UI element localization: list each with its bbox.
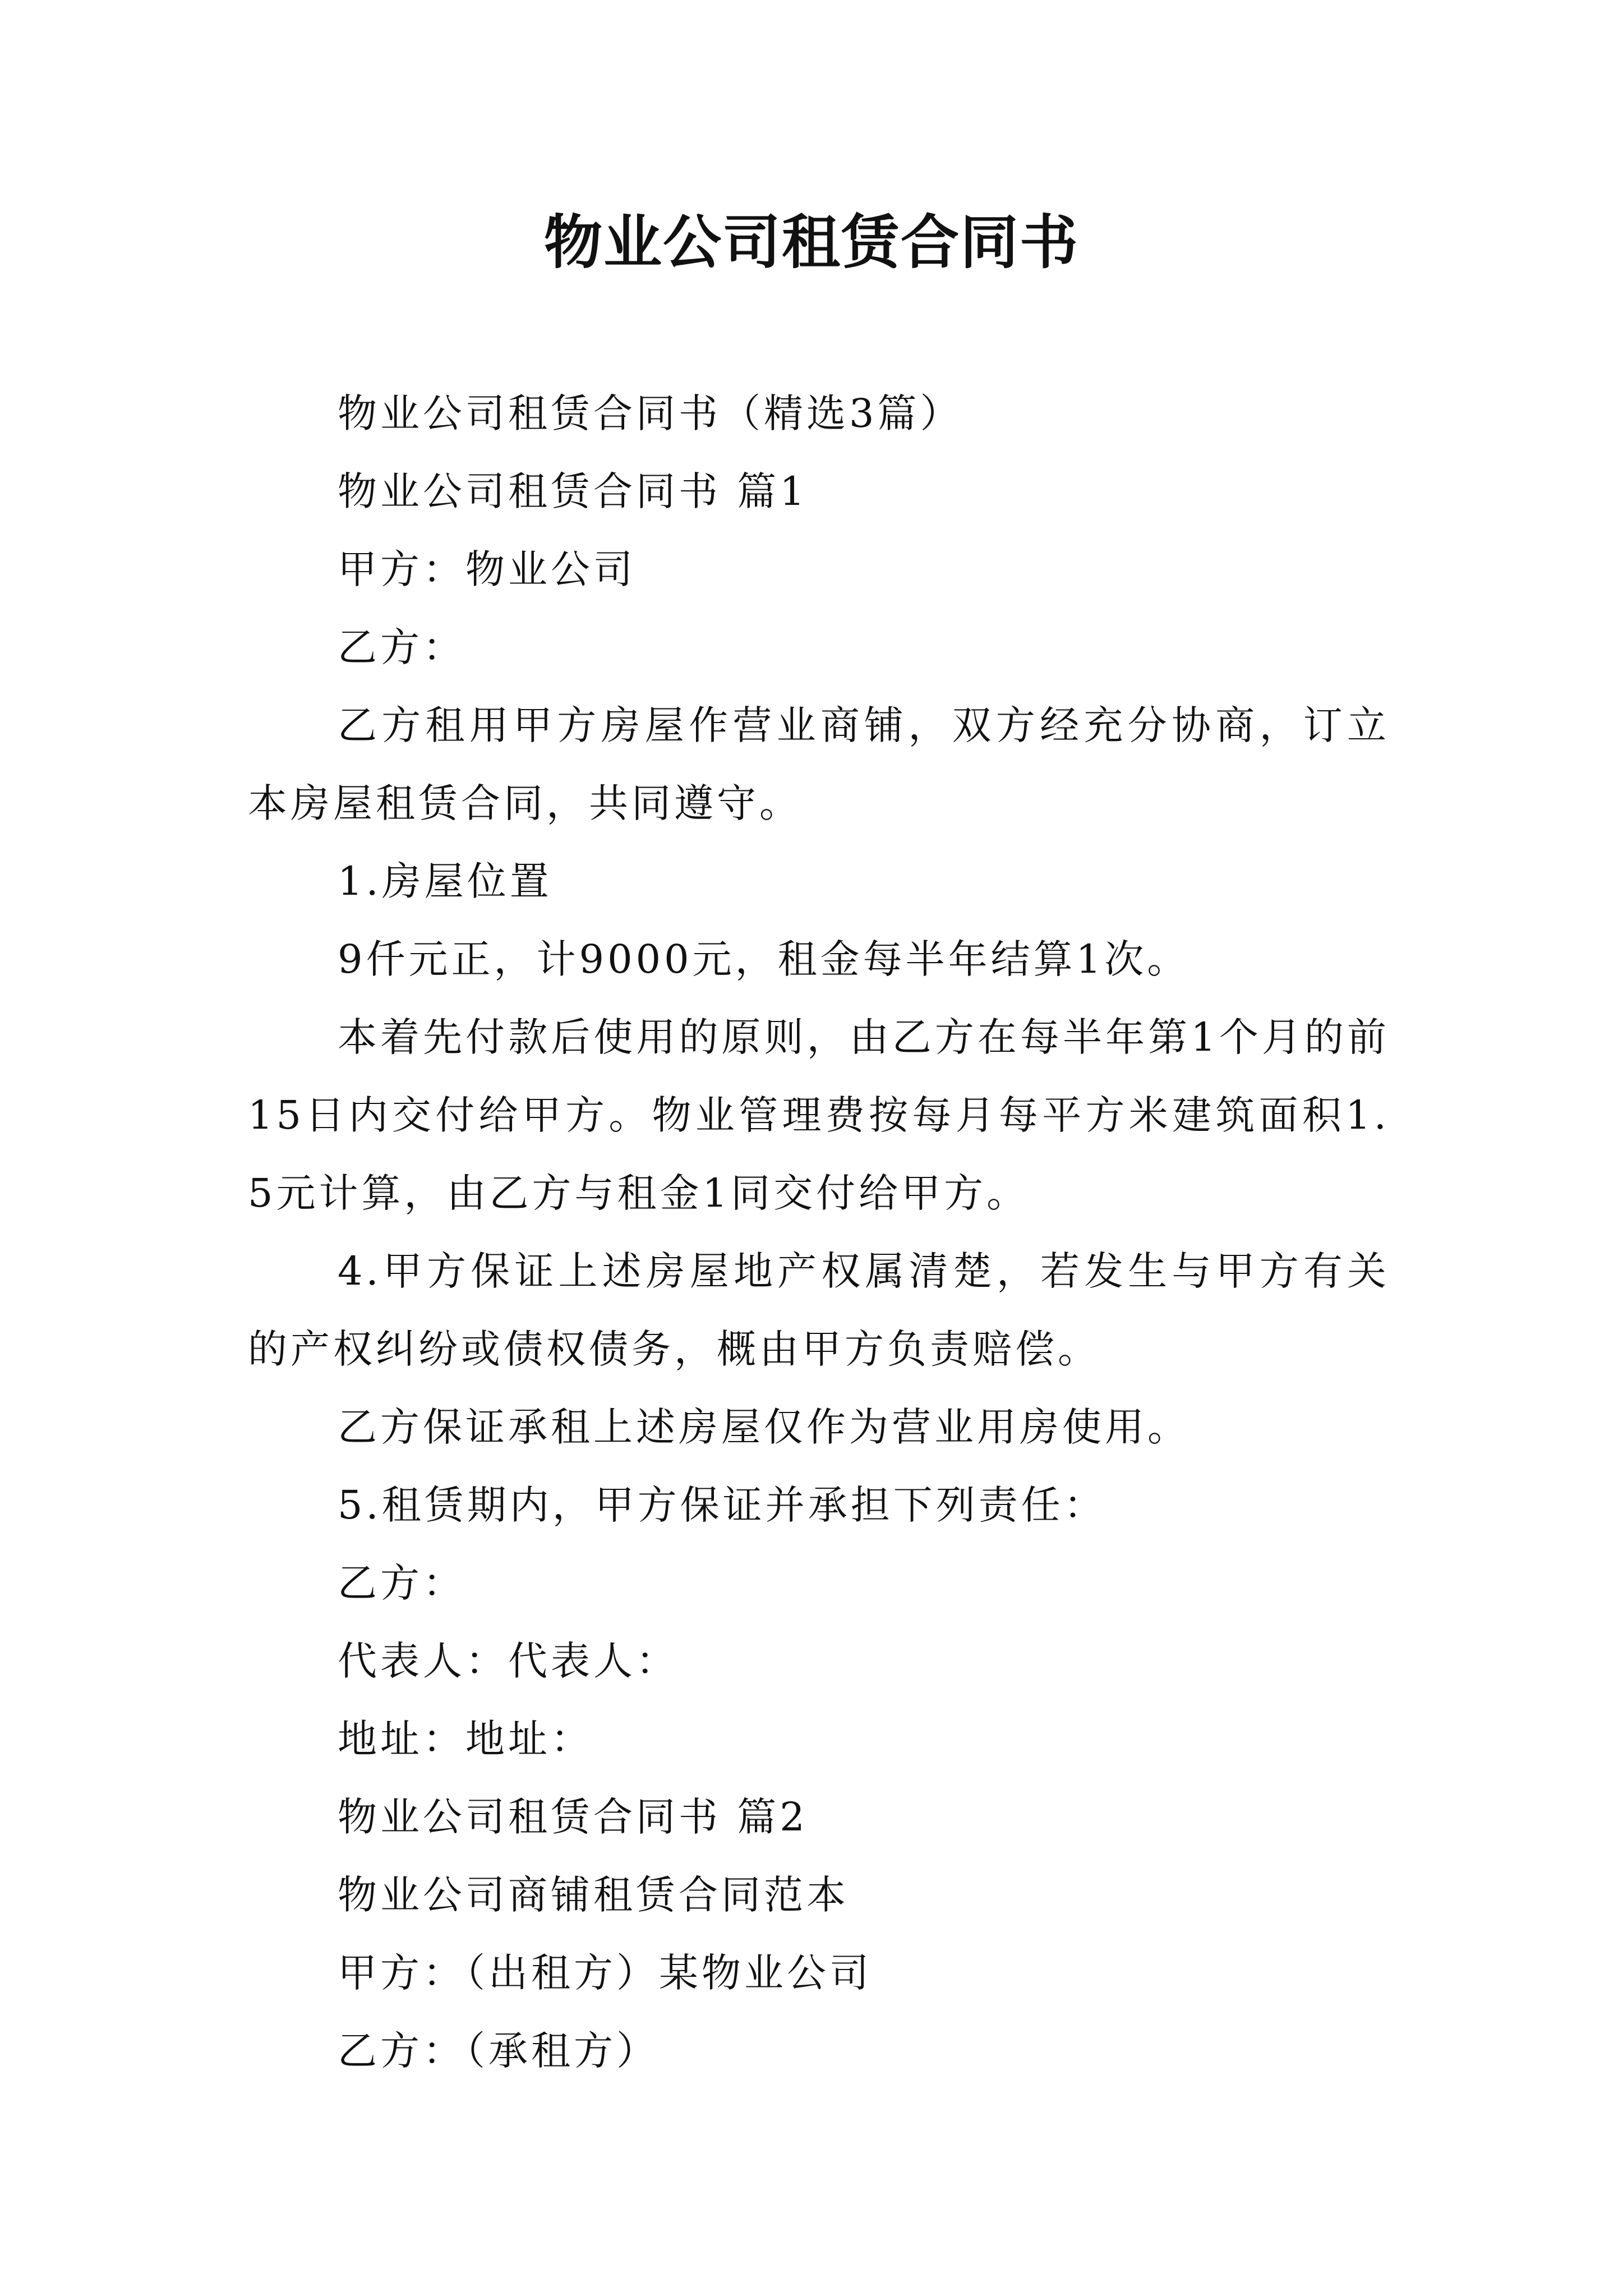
paragraph-party-a: 甲方：物业公司 bbox=[338, 546, 636, 592]
paragraph-party-b: 乙方： bbox=[338, 624, 465, 670]
paragraph-lessor: 甲方：（出租方）某物业公司 bbox=[338, 1950, 872, 1996]
paragraph-rent-amount: 9仟元正，计9000元，租金每半年结算1次。 bbox=[338, 936, 1190, 982]
paragraph-section-2-heading: 物业公司租赁合同书 篇2 bbox=[338, 1794, 808, 1840]
paragraph-clause-1: 1.房屋位置 bbox=[338, 858, 552, 904]
paragraph-payment-terms: 本着先付款后使用的原则，由乙方在每半年第1个月的前15日内交付给甲方。物业管理费按每月每平方米建筑面积1.5元计算，由乙方与租金1同交付给甲方。 bbox=[248, 1014, 1390, 1216]
paragraph-signature-addresses: 地址：地址： bbox=[338, 1716, 593, 1762]
paragraph-lessee: 乙方：（承租方） bbox=[338, 2028, 659, 2074]
paragraph-clause-5: 5.租赁期内，甲方保证并承担下列责任： bbox=[338, 1482, 1106, 1528]
paragraph-signature-party-b: 乙方： bbox=[338, 1560, 465, 1606]
document-title: 物业公司租赁合同书 bbox=[543, 208, 1079, 277]
paragraph-usage-guarantee: 乙方保证承租上述房屋仅作为营业用房使用。 bbox=[338, 1404, 1190, 1450]
paragraph-signature-representatives: 代表人：代表人： bbox=[338, 1638, 679, 1684]
paragraph-section-1-heading: 物业公司租赁合同书 篇1 bbox=[338, 468, 808, 514]
paragraph-preamble: 乙方租用甲方房屋作营业商铺，双方经充分协商，订立本房屋租赁合同，共同遵守。 bbox=[248, 702, 1390, 826]
paragraph-template-title: 物业公司商铺租赁合同范本 bbox=[338, 1872, 849, 1918]
paragraph-clause-4: 4.甲方保证上述房屋地产权属清楚，若发生与甲方有关的产权纠纷或债权债务，概由甲方负责赔偿。 bbox=[248, 1248, 1390, 1372]
document-body bbox=[248, 375, 1390, 2090]
paragraph-collection-heading: 物业公司租赁合同书（精选3篇） bbox=[338, 390, 963, 436]
